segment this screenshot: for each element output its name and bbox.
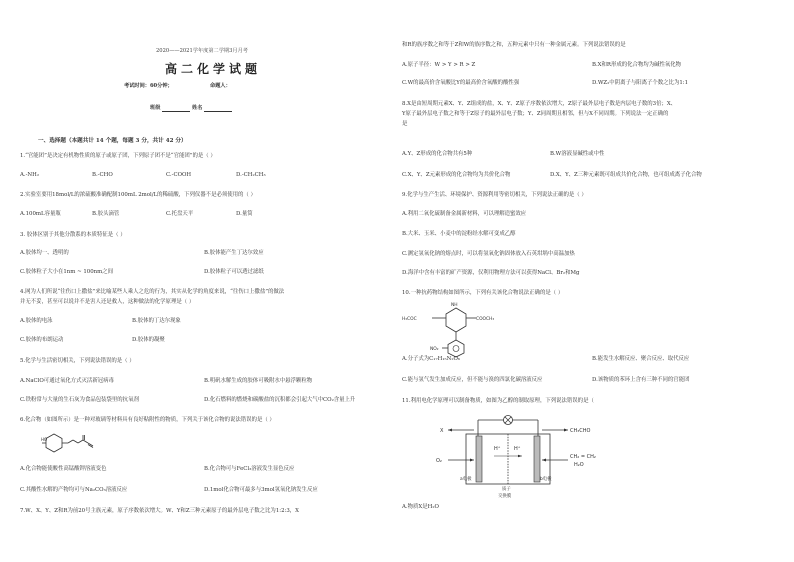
q7-option-c: C.W的最高价含氧酸比Y的最高价含氧酸的酸性强 bbox=[402, 80, 520, 86]
name-label: 姓名 bbox=[192, 105, 203, 111]
page-title: 高二化学试题 bbox=[165, 62, 262, 76]
question-8-line1: 8.X是由短周期元素X、Y、Z组成的盐，X、Y、Z原子序数依次增大，Z原子最外层电子数是内层电子数的3倍；X、 bbox=[402, 101, 677, 107]
q5-option-d: D.化石燃料的燃烧和碳酸盐的沉积都会引起大气中CO₂含量上升 bbox=[204, 397, 356, 403]
question-9: 9.化学与生产生活、环境保护、资源利用等密切相关，下列说法正确的是（ ） bbox=[402, 192, 587, 198]
question-4-line2: 并无不妥，甚至可以说并不是害人还是救人，这种做法的化学原理是（ ） bbox=[20, 299, 195, 305]
section-heading: 一、选择题（本题共计 14 个题，每题 3 分，共计 42 分） bbox=[38, 138, 187, 144]
question-6: 6.化合物（如图所示）是一种对玻璃等材料具有良好粘附性的物质，下列关于该化合物的说法错误的是（ ） bbox=[20, 417, 275, 423]
electrode-b bbox=[534, 436, 540, 482]
question-11: 11.利用电化学原理可以制备物质，如图为乙醇的制取原理，下列说法错误的是（ bbox=[402, 398, 594, 404]
q8-option-c: C.X、Y、Z元素形成的化合物均为共价化合物 bbox=[402, 172, 511, 178]
q1-option-b: B.-CHO bbox=[92, 172, 113, 178]
question-3: 3. 胶体区别于其他分散系的本质特征是（ ） bbox=[20, 232, 126, 238]
label-ethylene: CH₂ = CH₂ bbox=[570, 454, 596, 460]
question-10: 10.一种抗药物结构如图所示，下列有关该化合物说法正确的是（ ） bbox=[402, 290, 564, 296]
label-no2: NO₂ bbox=[430, 347, 439, 352]
q8-option-d: D.X、Y、Z三种元素既可组成共价化合物，也可组成离子化合物 bbox=[550, 172, 702, 178]
q7-option-d: D.WZ₂中阴离子与阳离子个数之比为1:1 bbox=[592, 80, 689, 86]
label-membrane-1: 质子 bbox=[502, 487, 511, 492]
q8-option-a: A.Y、Z形成的化合物共有5种 bbox=[402, 151, 473, 157]
label-membrane-2: 交换膜 bbox=[498, 494, 512, 499]
q4-option-c: C.胶体的布朗运动 bbox=[20, 337, 64, 343]
q5-option-c: C.铁粉常与大量的生石灰为食品包装袋里的抗氧剂 bbox=[20, 397, 139, 403]
author-label: 命题人： bbox=[210, 83, 231, 89]
electrolysis-cell-diagram bbox=[408, 408, 608, 500]
label-nh: NH bbox=[451, 303, 458, 308]
q9-option-c: C.测定氢氧化钠的熔点时，可以将氢氧化钠固体放入石英坩埚中高温加热 bbox=[402, 251, 575, 257]
question-1: 1.“官能团”是决定有机物性质的原子或原子团，下列原子团不是“官能团”的是（ ） bbox=[20, 153, 216, 159]
q2-option-a: A.100mL容量瓶 bbox=[20, 211, 61, 217]
question-7: 7.W、X、Y、Z和R为前20号主族元素，原子序数依次增大。W、Y和Z三种元素原子的最外层电子数之比为1:2:3，X bbox=[20, 508, 299, 514]
label-cooch: COOCH₃ bbox=[476, 317, 495, 322]
q3-option-b: B.胶体能产生丁达尔效应 bbox=[204, 250, 264, 256]
name-blank bbox=[204, 106, 232, 112]
question-4-line1: 4.网为人们所说“往伤口上撒盐”来比喻某些人乘人之危的行为，其实从化学的角度来说，“往伤口上撒盐”的做法 bbox=[20, 289, 285, 295]
label-h2o: H₂O bbox=[574, 462, 584, 468]
q10-option-c: C.能与氢气发生加成反应，但不能与溴的四氯化碳溶液反应 bbox=[402, 377, 543, 383]
class-blank bbox=[162, 106, 190, 112]
q10-option-d: D.该物质的苯环上含有三种不同的官能团 bbox=[592, 377, 690, 383]
q6-option-a: A.化合物能使酸性高锰酸钾溶液变色 bbox=[20, 466, 107, 472]
label-o2: O₂ bbox=[436, 458, 442, 464]
q4-option-d: D.胶体的凝聚 bbox=[132, 337, 165, 343]
q2-option-b: B.胶头滴管 bbox=[92, 211, 120, 217]
electrode-a bbox=[476, 436, 482, 482]
q1-option-d: D.-CH₂CH₃ bbox=[236, 172, 266, 178]
q4-option-b: B.胶体的丁达尔现象 bbox=[132, 318, 181, 324]
question-7-continued: 和R的族序数之和等于Z和W的族序数之和，五种元素中只有一种金属元素。下列说法错误的是 bbox=[402, 42, 626, 48]
q3-option-c: C.胶体粒子大小在1nm ~ 100nm之间 bbox=[20, 269, 113, 275]
right-column bbox=[402, 0, 782, 562]
label-h-right: H⁺ bbox=[514, 446, 521, 452]
question-8-line2: Y原子最外层电子数之和等于Z原子的最外层电子数；Y、Z同周期且相邻，但与X不同周期。下列说法一定正确的 bbox=[402, 111, 669, 117]
exam-info: 2020——2021学年度第二学期3月月考 bbox=[156, 48, 248, 54]
label-ch3cho: CH₃CHO bbox=[570, 428, 591, 434]
q5-option-a: A.NaClO可通过氧化方式灭活新冠病毒 bbox=[20, 378, 114, 384]
q9-option-d: D.海洋中含有丰富的矿产资源，仅利用物理方法可以获得NaCl、Br₂和Mg bbox=[402, 270, 580, 276]
q7-option-b: B.X和R形成的化合物均为碱性氧化物 bbox=[592, 62, 682, 68]
left-column bbox=[14, 0, 394, 562]
class-label: 班级 bbox=[150, 105, 161, 111]
q1-option-a: A.-NH₂ bbox=[20, 172, 40, 178]
q10-molecule-diagram bbox=[402, 298, 522, 356]
q2-option-c: C.托盘天平 bbox=[166, 211, 194, 217]
question-2: 2.实验室要用18mol/L的浓硫酸准确配制100mL 2mol/L的稀硫酸，下列仪器不是必须使用的（ ） bbox=[20, 192, 256, 198]
q1-option-c: C.-COOH bbox=[166, 172, 192, 178]
q2-option-d: D.量筒 bbox=[236, 211, 253, 217]
time-label: 考试时间：60分钟； bbox=[124, 83, 173, 89]
label-x: X bbox=[440, 428, 444, 434]
label-h-left: H⁺ bbox=[494, 446, 501, 452]
q3-option-a: A.胶体均一、透明的 bbox=[20, 250, 69, 256]
q5-option-b: B.明矾水解生成的胶体可吸附水中悬浮颗粒物 bbox=[204, 378, 313, 384]
q3-option-d: D.胶体粒子可以透过滤纸 bbox=[204, 269, 264, 275]
q9-option-b: B.大米、玉米、小麦中的淀粉经水解可变成乙醇 bbox=[402, 231, 516, 237]
q9-option-a: A.利用二氧化硫制备金属新材料，可以理解造蜜效应 bbox=[402, 211, 527, 217]
question-5: 5.化学与生活密切相关，下列说法错误的是（ ） bbox=[20, 358, 135, 364]
svg-text:HO: HO bbox=[41, 437, 48, 442]
q10-option-a: A.分子式为C₁₇H₁₅N₂O₆ bbox=[402, 356, 461, 362]
q4-option-a: A.胶体的电泳 bbox=[20, 318, 53, 324]
q10-option-b: B.能发生水解反应、聚合反应、取代反应 bbox=[592, 356, 690, 362]
q8-option-b: B.W溶液显碱性或中性 bbox=[550, 151, 605, 157]
question-8-line3: 是 bbox=[402, 121, 408, 127]
q7-option-a: A.原子半径：W > Y > R > Z bbox=[402, 62, 476, 68]
q6-option-b: B.化合物可与FeCl₃溶液发生显色反应 bbox=[204, 466, 295, 472]
q6-option-d: D.1mol化合物可最多与3mol氢氧化钠发生反应 bbox=[204, 487, 318, 493]
class-field bbox=[150, 105, 232, 112]
q6-molecule-diagram bbox=[42, 430, 102, 456]
q11-option-a: A.物质X是H₂O bbox=[402, 504, 439, 510]
label-electrode-a: a电极 bbox=[460, 477, 472, 482]
label-electrode-b: b电极 bbox=[540, 477, 552, 482]
q6-option-c: C.其酸性水解的产物均可与Na₂CO₃溶液反应 bbox=[20, 487, 128, 493]
label-h3coc: H₃COC bbox=[402, 317, 417, 322]
